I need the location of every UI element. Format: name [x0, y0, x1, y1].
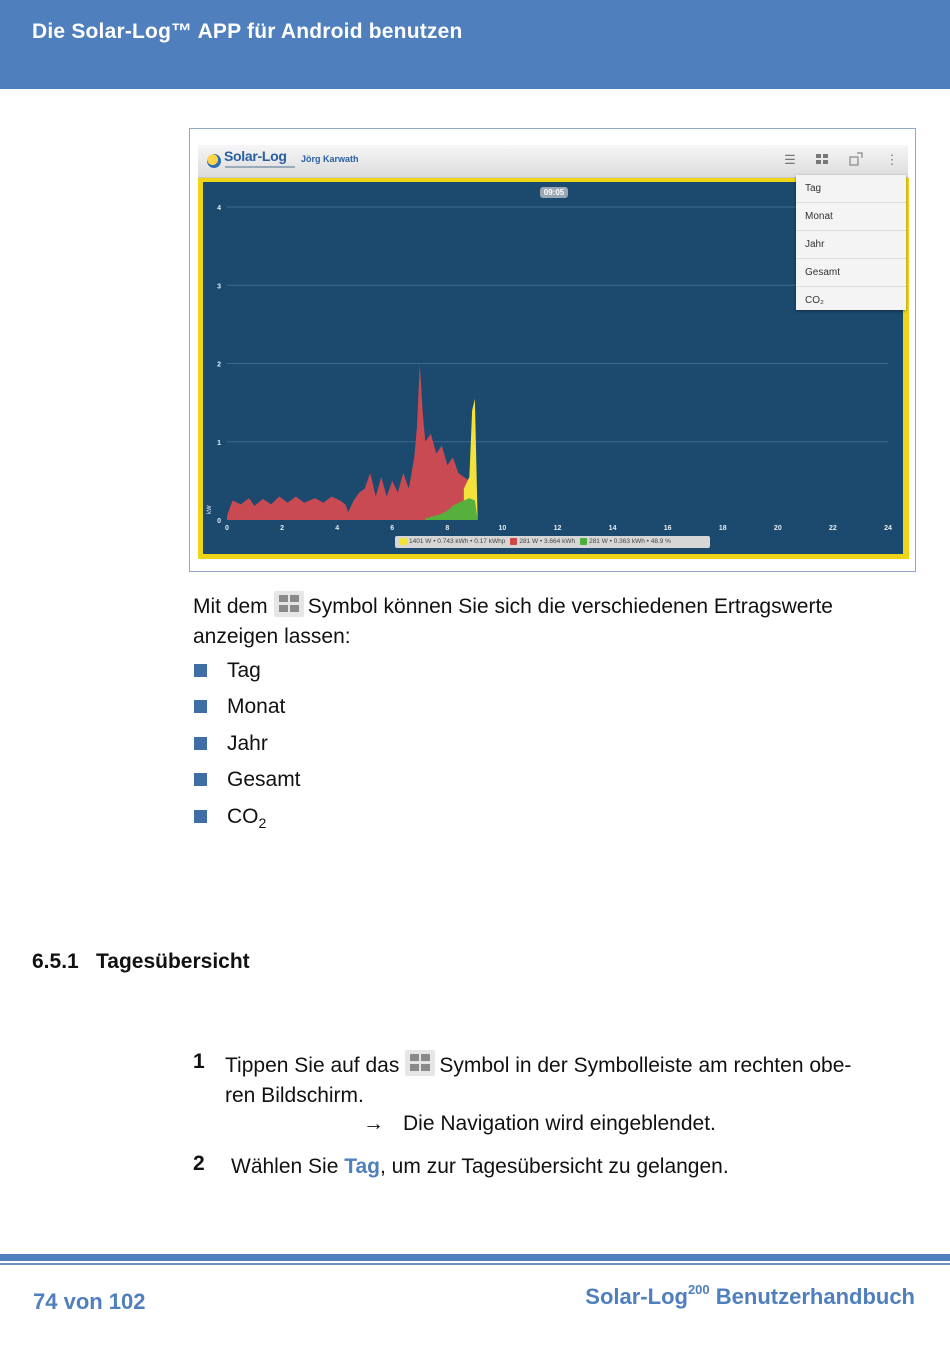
app-toolbar — [198, 145, 908, 178]
step-1-text-b: Symbol in der Symbolleiste am rechten obe- — [439, 1054, 852, 1077]
y-tick-label: 2 — [217, 361, 221, 369]
manual-title — [585, 1284, 915, 1310]
x-tick-label: 24 — [884, 525, 892, 532]
footer-rule — [0, 1254, 950, 1261]
product-name: Solar-Log — [585, 1284, 688, 1309]
list-item — [193, 692, 301, 728]
list-item-label: Tag — [227, 659, 261, 682]
menu-item-jahr[interactable]: Jahr — [796, 231, 906, 259]
step-number-2: 2 — [193, 1152, 205, 1175]
x-tick-label: 0 — [225, 525, 229, 532]
list-item — [193, 729, 301, 765]
solar-log-logo-icon — [207, 154, 221, 168]
overflow-menu-icon[interactable]: ⋮ — [885, 152, 899, 167]
result-arrow-icon: → — [363, 1112, 384, 1135]
user-name: Jörg Karwath — [301, 154, 359, 164]
step-2-text-a: Wählen Sie — [231, 1155, 339, 1178]
x-tick-label: 22 — [829, 525, 837, 532]
x-tick-label: 2 — [280, 525, 285, 532]
grid-icon[interactable] — [814, 152, 830, 168]
list-item-label: Monat — [227, 695, 286, 719]
menu-item-tag[interactable]: Tag — [796, 175, 906, 203]
x-tick-label: 4 — [335, 525, 340, 532]
y-tick-label: 1 — [217, 439, 221, 447]
product-superscript: 200 — [687, 1282, 710, 1297]
bullet-square-icon — [194, 664, 207, 677]
list-item — [193, 656, 301, 692]
x-tick-label: 16 — [663, 525, 672, 532]
grid-icon — [405, 1050, 435, 1076]
legend-swatch — [510, 538, 517, 545]
list-item — [193, 765, 301, 801]
intro-text-2: Symbol können Sie sich die verschiedenen Ertragswerte — [307, 595, 833, 618]
list-item-label: CO — [227, 804, 259, 828]
x-tick-label: 8 — [445, 525, 450, 532]
time-indicator: 09:05 — [540, 187, 568, 198]
bullet-square-icon — [194, 700, 207, 713]
intro-text-1: Mit dem — [193, 595, 268, 618]
section-number: 6.5.1 — [32, 950, 79, 973]
step-2-text — [231, 1152, 729, 1182]
list-item-label: Jahr — [227, 731, 268, 755]
x-tick-label: 10 — [498, 525, 507, 532]
intro-paragraph — [193, 591, 833, 652]
page-header-title: Die Solar-Log™ APP für Android benutzen — [32, 20, 463, 43]
y-tick-label: 3 — [217, 283, 221, 291]
co2-subscript: 2 — [258, 814, 267, 831]
header-band — [0, 0, 950, 89]
menu-item-monat[interactable]: Monat — [796, 203, 906, 231]
bullet-square-icon — [194, 737, 207, 750]
menu-item-co2[interactable]: CO₂ — [805, 295, 824, 306]
list-item — [193, 802, 301, 838]
fullscreen-icon[interactable] — [848, 152, 864, 168]
section-title: Tagesübersicht — [96, 950, 250, 973]
step-1-text — [225, 1050, 851, 1111]
bullet-square-icon — [194, 810, 207, 823]
x-tick-label: 18 — [718, 525, 727, 532]
legend-swatch — [580, 538, 587, 545]
menu-item-gesamt[interactable]: Gesamt — [796, 259, 906, 287]
x-tick-label: 14 — [608, 525, 617, 532]
y-tick-label: 0 — [217, 518, 221, 525]
manual-title-rest: Benutzerhandbuch — [709, 1284, 915, 1309]
legend-entry: 1401 W • 0.743 kWh • 0.17 kWhp — [409, 538, 506, 545]
intro-text-3: anzeigen lassen: — [193, 625, 351, 648]
y-tick-label: 4 — [217, 205, 221, 212]
step-number-1: 1 — [193, 1050, 205, 1073]
bullet-square-icon — [194, 773, 207, 786]
section-heading — [32, 950, 250, 974]
grid-icon — [274, 591, 304, 617]
legend-swatch — [400, 538, 407, 545]
chart-legend — [395, 536, 710, 548]
step-1-text-c: ren Bildschirm. — [225, 1084, 364, 1107]
view-dropdown-menu — [796, 175, 906, 310]
logo-underline — [225, 166, 295, 168]
x-tick-label: 20 — [773, 525, 782, 532]
legend-entry: 281 W • 3.664 kWh — [519, 538, 576, 545]
footer-rule-thin — [0, 1263, 950, 1265]
step-1-text-a: Tippen Sie auf das — [225, 1054, 400, 1077]
page-number: 74 von 102 — [33, 1289, 146, 1314]
hamburger-menu-icon[interactable]: ☰ — [784, 152, 796, 167]
tag-link: Tag — [344, 1155, 381, 1178]
x-tick-label: 6 — [390, 525, 395, 532]
list-item-label: Gesamt — [227, 768, 301, 792]
app-logo-text: Solar-Log — [224, 148, 287, 164]
y-axis-label: kW — [207, 505, 213, 514]
legend-entry: 281 W • 0.363 kWh • 48.9 % — [589, 538, 671, 545]
value-list — [193, 656, 301, 838]
x-tick-label: 12 — [553, 525, 562, 532]
step-1-result: Die Navigation wird eingeblendet. — [403, 1112, 716, 1135]
step-2-text-b: , um zur Tagesübersicht zu gelangen. — [380, 1155, 729, 1178]
app-screenshot — [189, 128, 916, 572]
